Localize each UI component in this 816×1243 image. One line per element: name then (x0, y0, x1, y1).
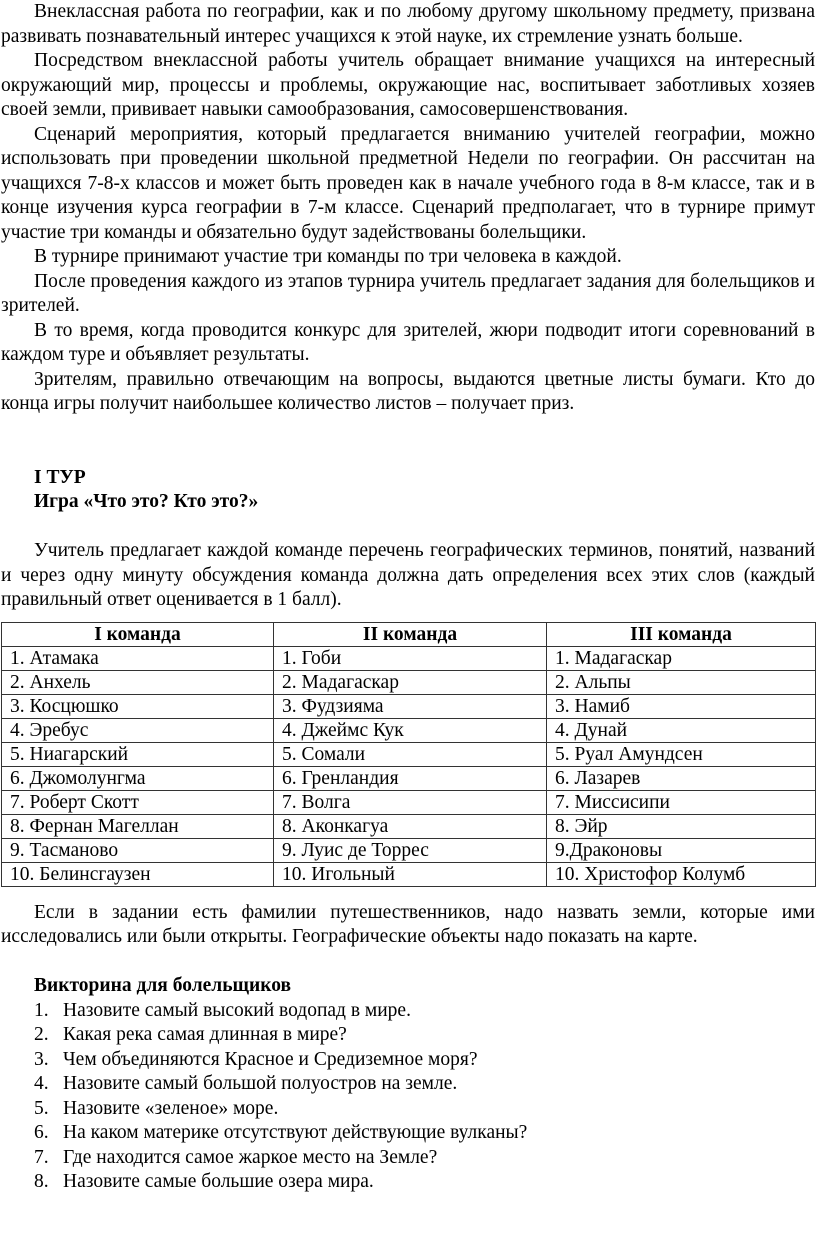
game-description: Учитель предлагает каждой команде перечень географических терминов, понятий, названий и через одну минуту обсуждения команда должна дать определения всех этих слов (каждый правильный ответ оценивается в 1 балл). (1, 540, 815, 610)
table-cell: 10. Белинсгаузен (2, 862, 274, 886)
table-cell: 4. Джеймс Кук (274, 718, 547, 742)
quiz-item-number: 2. (34, 1024, 49, 1045)
table-row (2, 694, 816, 718)
table-row (2, 790, 816, 814)
quiz-item-text: Назовите самый высокий водопад в мире. (63, 999, 411, 1021)
quiz-item-text: Назовите «зеленое» море. (63, 1097, 279, 1119)
table-cell: 7. Миссисипи (547, 790, 816, 814)
table-cell: 8. Эйр (547, 814, 816, 838)
table-cell: 1. Мадагаскар (547, 646, 816, 670)
table-row (2, 838, 816, 862)
table-cell: 8. Аконкагуа (274, 814, 547, 838)
table-cell: 8. Фернан Магеллан (2, 814, 274, 838)
table-cell: 2. Альпы (547, 670, 816, 694)
quiz-item-text: Назовите самый большой полуостров на земле. (63, 1073, 458, 1094)
table-row (2, 814, 816, 838)
table-header-row (2, 622, 816, 646)
table-cell: 1. Гоби (274, 646, 547, 670)
table-row (2, 670, 816, 694)
table-row (2, 862, 816, 886)
table-row (2, 646, 816, 670)
quiz-item (1, 1097, 815, 1122)
terms-table (1, 622, 816, 887)
table-cell: 2. Анхель (2, 670, 274, 694)
table-row (2, 742, 816, 766)
intro-paragraph: Сценарий мероприятия, который предлагается вниманию учителей географии, можно использовать при проведении школьной предметной Недели по географии. Он рассчитан на учащихся 7-8-х классов и может быть проведен как в начале учебного года в 8-м классе, так и в конце изучения курса географии в 7-м классе. Сценарий предполагает, что в турнире примут участие три команды и обязательно будут задействованы болельщики. (1, 123, 815, 243)
intro-section (1, 0, 815, 417)
quiz-item (1, 1170, 815, 1195)
quiz-item (1, 1048, 815, 1073)
column-header: II команда (274, 622, 547, 646)
quiz-item-number: 8. (34, 1171, 49, 1192)
quiz-item-number: 7. (34, 1146, 49, 1168)
table-cell: 9.Драконовы (547, 838, 816, 862)
quiz-item-text: Где находится самое жаркое место на Земле? (63, 1146, 438, 1168)
table-cell: 9. Луис де Торрес (274, 838, 547, 862)
quiz-item (1, 999, 815, 1024)
table-cell: 10. Христофор Колумб (547, 862, 816, 886)
quiz-item-text: Назовите самые большие озера мира. (63, 1171, 374, 1192)
intro-paragraph: После проведения каждого из этапов турнира учитель предлагает задания для болельщиков и зрителей. (1, 270, 815, 316)
quiz-item (1, 1146, 815, 1171)
after-table-text: Если в задании есть фамилии путешественников, надо назвать земли, которые ими исследовались или были открыты. Географические объекты надо показать на карте. (1, 901, 815, 947)
quiz-item-text: Чем объединяются Красное и Средиземное моря? (63, 1048, 478, 1070)
table-cell: 6. Джомолунгма (2, 766, 274, 790)
intro-paragraph: Внеклассная работа по географии, как и по любому другому школьному предмету, призвана развивать познавательный интерес учащихся к этой науке, их стремление узнать больше. (1, 1, 815, 47)
table-cell: 10. Игольный (274, 862, 547, 886)
quiz-item-text: Какая река самая длинная в мире? (63, 1024, 347, 1045)
intro-paragraph: В турнире принимают участие три команды по три человека в каждой. (34, 246, 622, 267)
column-header: III команда (547, 622, 816, 646)
quiz-item-number: 3. (34, 1048, 49, 1070)
table-cell: 2. Мадагаскар (274, 670, 547, 694)
quiz-list (1, 999, 815, 1195)
quiz-item-text: На каком материке отсутствуют действующие вулканы? (63, 1122, 528, 1143)
quiz-item-number: 1. (34, 999, 49, 1021)
quiz-item (1, 1072, 815, 1097)
table-cell: 1. Атамака (2, 646, 274, 670)
table-cell: 5. Руал Амундсен (547, 742, 816, 766)
intro-paragraph: Посредством внеклассной работы учитель обращает внимание учащихся на интересный окружающий мир, процессы и проблемы, окружающие нас, воспитывает заботливых хозяев своей земли, прививает навыки самообразования, самосовершенствования. (1, 50, 815, 120)
quiz-item-number: 4. (34, 1073, 49, 1094)
table-cell: 5. Сомали (274, 742, 547, 766)
table-cell: 9. Тасманово (2, 838, 274, 862)
table-row (2, 766, 816, 790)
table-cell: 3. Фудзияма (274, 694, 547, 718)
table-cell: 6. Лазарев (547, 766, 816, 790)
table-cell: 5. Ниагарский (2, 742, 274, 766)
game-title: Игра «Что это? Кто это?» (34, 491, 259, 512)
table-cell: 4. Эребус (2, 718, 274, 742)
table-cell: 4. Дунай (547, 718, 816, 742)
table-cell: 3. Намиб (547, 694, 816, 718)
quiz-item-number: 5. (34, 1097, 49, 1119)
quiz-item (1, 1121, 815, 1146)
intro-paragraph: В то время, когда проводится конкурс для зрителей, жюри подводит итоги соревнований в каждом туре и объявляет результаты. (1, 319, 815, 365)
table-cell: 7. Роберт Скотт (2, 790, 274, 814)
table-row (2, 718, 816, 742)
quiz-title: Викторина для болельщиков (34, 975, 292, 996)
table-cell: 6. Гренландия (274, 766, 547, 790)
quiz-item (1, 1023, 815, 1048)
table-cell: 3. Косцюшко (2, 694, 274, 718)
intro-paragraph: Зрителям, правильно отвечающим на вопросы, выдаются цветные листы бумаги. Кто до конца игры получит наибольшее количество листов – получает приз. (1, 368, 815, 414)
quiz-item-number: 6. (34, 1122, 49, 1143)
tour-title: I ТУР (34, 466, 86, 488)
table-cell: 7. Волга (274, 790, 547, 814)
column-header: I команда (2, 622, 274, 646)
